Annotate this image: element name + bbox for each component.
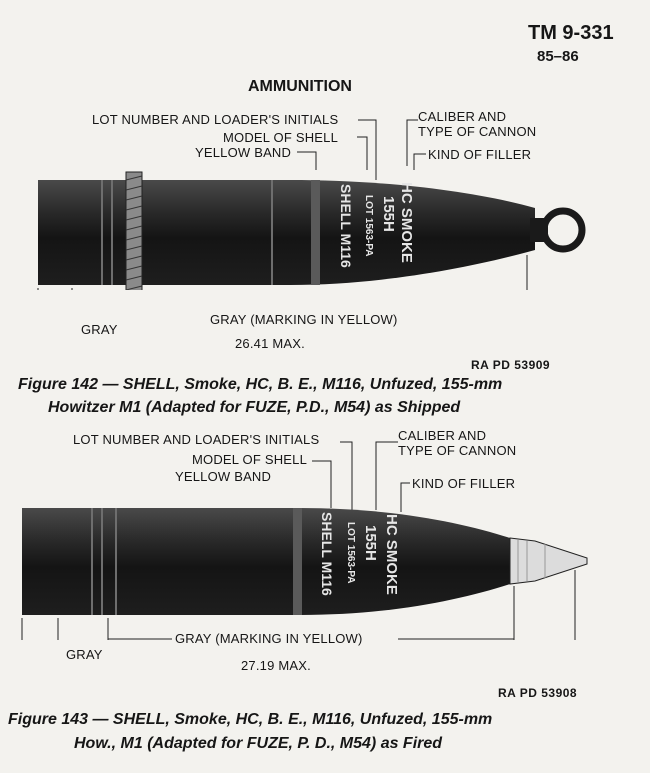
section-title: AMMUNITION — [248, 78, 352, 95]
marking-lot: LOT 1563-PA — [363, 195, 374, 257]
dim-gray-body: GRAY (MARKING IN YELLOW) — [210, 312, 398, 327]
figure-caption-line2: How., M1 (Adapted for FUZE, P. D., M54) as Fired — [74, 735, 443, 752]
callout-lot-number: LOT NUMBER AND LOADER'S INITIALS — [73, 432, 320, 447]
yellow-band — [311, 180, 320, 285]
dim-length: 27.19 MAX. — [241, 658, 311, 673]
figure-caption-line2: Howitzer M1 (Adapted for FUZE, P.D., M54) as Shipped — [48, 399, 461, 416]
dim-length: 26.41 MAX. — [235, 336, 305, 351]
marking-model: SHELL M116 — [319, 512, 335, 596]
ra-pd-number: RA PD 53909 — [471, 358, 551, 372]
tm-number: TM 9-331 — [528, 22, 614, 44]
callout-caliber-line2: TYPE OF CANNON — [398, 443, 517, 458]
marking-caliber: 155H — [380, 196, 397, 232]
marking-lot: LOT 1563-PA — [345, 522, 356, 584]
callout-caliber-line2: TYPE OF CANNON — [418, 124, 537, 139]
marking-model: SHELL M116 — [338, 184, 354, 268]
marking-filler: HC SMOKE — [383, 514, 400, 595]
callout-kind-of-filler: KIND OF FILLER — [412, 476, 516, 491]
shell-body — [22, 508, 510, 615]
callout-model-of-shell: MODEL OF SHELL — [192, 452, 308, 467]
shell-illustration-shipped — [0, 110, 650, 290]
callout-yellow-band: YELLOW BAND — [175, 469, 272, 484]
callout-caliber-line1: CALIBER AND — [418, 109, 507, 124]
marking-caliber: 155H — [362, 525, 379, 561]
page-range: 85–86 — [537, 48, 579, 65]
yellow-band — [293, 508, 302, 615]
shell-illustration-fired — [0, 430, 650, 640]
callout-kind-of-filler: KIND OF FILLER — [428, 147, 532, 162]
figure-caption-line1: Figure 142 — SHELL, Smoke, HC, B. E., M116, Unfuzed, 155-mm — [18, 376, 503, 393]
dim-gray-left: GRAY — [66, 647, 103, 662]
callout-caliber-line1: CALIBER AND — [398, 428, 487, 443]
ra-pd-number: RA PD 53908 — [498, 686, 578, 700]
dim-gray-body: GRAY (MARKING IN YELLOW) — [175, 631, 363, 646]
figure-caption-line1: Figure 143 — SHELL, Smoke, HC, B. E., M116, Unfuzed, 155-mm — [8, 711, 493, 728]
marking-filler: HC SMOKE — [398, 182, 415, 263]
lifting-ring — [544, 211, 582, 249]
callout-model-of-shell: MODEL OF SHELL — [223, 130, 339, 145]
dim-gray-left: GRAY — [81, 322, 118, 337]
callout-yellow-band: YELLOW BAND — [195, 145, 292, 160]
callout-lot-number: LOT NUMBER AND LOADER'S INITIALS — [92, 112, 339, 127]
